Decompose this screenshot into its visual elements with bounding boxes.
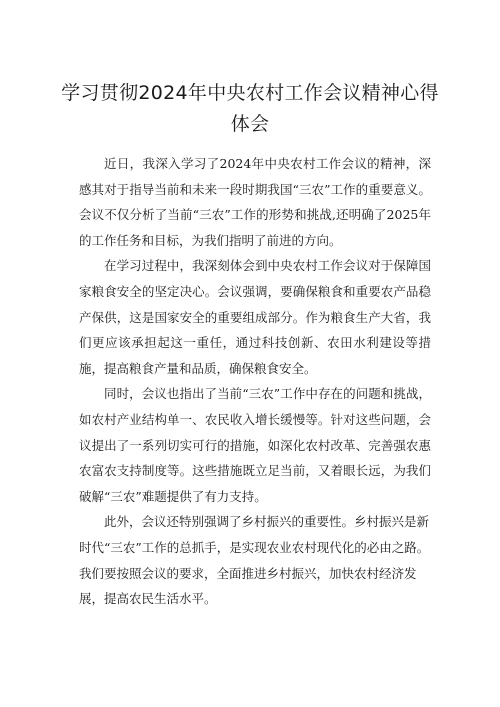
paragraph-1: 近日，我深入学习了2024年中央农村工作会议的精神，深感其对于指导当前和未来一段时期我国“三农”工作的重要意义。会议不仅分析了当前“三农”工作的形势和挑战,还明确了2025年的工作任务和目标，为我们指明了前进的方向。: [79, 156, 431, 248]
paragraph-4: 此外，会议还特别强调了乡村振兴的重要性。乡村振兴是新时代“三农”工作的总抓手，是实现农业农村现代化的必由之路。我们要按照会议的要求，全面推进乡村振兴，加快农村经济发展，提高农民生活水平。: [79, 514, 430, 607]
paragraph-2: 在学习过程中，我深刻体会到中央农村工作会议对于保障国家粮食安全的坚定决心。会议强调，要确保粮食和重要农产品稳产保供，这是国家安全的重要组成部分。作为粮食生产大省，我们更应该承担起这一重任，通过科技创新、农田水利建设等措施，提高粮食产量和品质，确保粮食安全。: [79, 258, 431, 376]
paragraph-3: 同时，会议也指出了当前“三农”工作中存在的问题和挑战，如农村产业结构单一、农民收入增长缓慢等。针对这些问题，会议提出了一系列切实可行的措施，如深化农村改革、完善强农惠农富农支持制度等。这些措施既立足当前，又着眼长远，为我们破解“三农”难题提供了有力支持。: [79, 386, 431, 504]
document-body: [79, 151, 431, 612]
document-title: 学习贯彻2024年中央农村工作会议精神心得体会: [61, 82, 439, 135]
